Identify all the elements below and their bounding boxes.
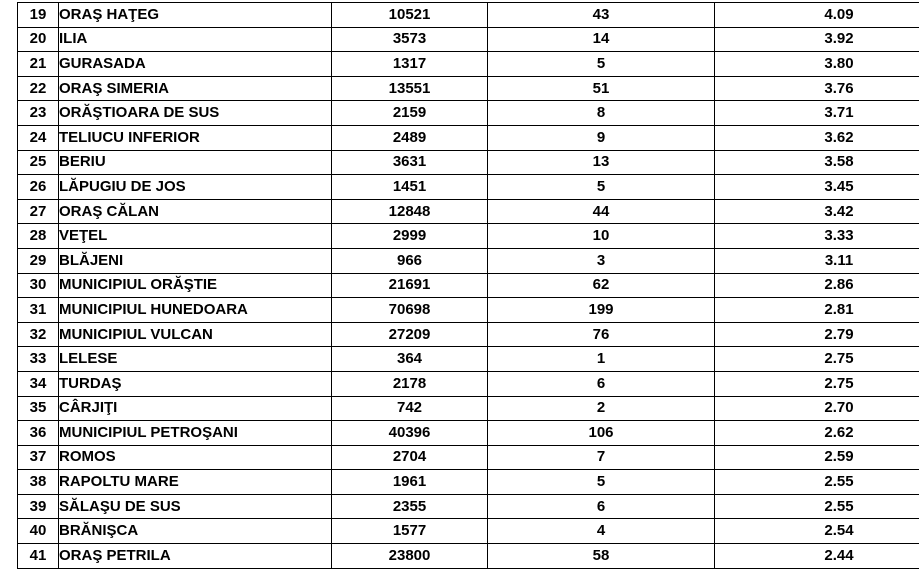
row-index-cell: 25	[18, 150, 59, 175]
table-row	[18, 396, 919, 421]
population-cell: 2999	[332, 224, 488, 249]
table-row	[18, 445, 919, 470]
table-row	[18, 3, 919, 28]
row-index-cell: 26	[18, 175, 59, 200]
table-row	[18, 371, 919, 396]
row-index-cell: 23	[18, 101, 59, 126]
table-body	[18, 3, 919, 569]
locality-name-cell: ORAŞ PETRILA	[59, 544, 332, 569]
table-row	[18, 199, 919, 224]
count-cell: 1	[488, 347, 715, 372]
row-index-cell: 28	[18, 224, 59, 249]
rate-cell: 2.54	[715, 519, 919, 544]
locality-name-cell: MUNICIPIUL ORĂŞTIE	[59, 273, 332, 298]
rate-cell: 3.58	[715, 150, 919, 175]
population-cell: 2489	[332, 125, 488, 150]
locality-name-cell: RAPOLTU MARE	[59, 470, 332, 495]
population-cell: 1451	[332, 175, 488, 200]
table-row	[18, 544, 919, 569]
table-row	[18, 322, 919, 347]
rate-cell: 2.59	[715, 445, 919, 470]
count-cell: 199	[488, 298, 715, 323]
locality-name-cell: LĂPUGIU DE JOS	[59, 175, 332, 200]
locality-name-cell: MUNICIPIUL PETROŞANI	[59, 421, 332, 446]
row-index-cell: 29	[18, 248, 59, 273]
table-row	[18, 125, 919, 150]
locality-name-cell: ROMOS	[59, 445, 332, 470]
locality-name-cell: GURASADA	[59, 52, 332, 77]
locality-name-cell: MUNICIPIUL HUNEDOARA	[59, 298, 332, 323]
count-cell: 44	[488, 199, 715, 224]
localities-table	[17, 2, 919, 569]
row-index-cell: 20	[18, 27, 59, 52]
row-index-cell: 31	[18, 298, 59, 323]
row-index-cell: 39	[18, 494, 59, 519]
population-cell: 1317	[332, 52, 488, 77]
rate-cell: 3.92	[715, 27, 919, 52]
population-cell: 742	[332, 396, 488, 421]
count-cell: 76	[488, 322, 715, 347]
table-row	[18, 52, 919, 77]
rate-cell: 2.70	[715, 396, 919, 421]
locality-name-cell: TELIUCU INFERIOR	[59, 125, 332, 150]
locality-name-cell: VEŢEL	[59, 224, 332, 249]
rate-cell: 3.80	[715, 52, 919, 77]
row-index-cell: 37	[18, 445, 59, 470]
population-cell: 966	[332, 248, 488, 273]
population-cell: 2178	[332, 371, 488, 396]
count-cell: 10	[488, 224, 715, 249]
population-cell: 40396	[332, 421, 488, 446]
population-cell: 10521	[332, 3, 488, 28]
table-row	[18, 494, 919, 519]
row-index-cell: 36	[18, 421, 59, 446]
table-row	[18, 470, 919, 495]
locality-name-cell: LELESE	[59, 347, 332, 372]
population-cell: 27209	[332, 322, 488, 347]
row-index-cell: 27	[18, 199, 59, 224]
rate-cell: 4.09	[715, 3, 919, 28]
table-row	[18, 248, 919, 273]
population-cell: 21691	[332, 273, 488, 298]
rate-cell: 3.45	[715, 175, 919, 200]
row-index-cell: 33	[18, 347, 59, 372]
population-cell: 13551	[332, 76, 488, 101]
count-cell: 9	[488, 125, 715, 150]
locality-name-cell: SĂLAŞU DE SUS	[59, 494, 332, 519]
row-index-cell: 21	[18, 52, 59, 77]
rate-cell: 2.86	[715, 273, 919, 298]
rate-cell: 2.75	[715, 371, 919, 396]
count-cell: 5	[488, 52, 715, 77]
count-cell: 7	[488, 445, 715, 470]
rate-cell: 2.62	[715, 421, 919, 446]
count-cell: 4	[488, 519, 715, 544]
table-row	[18, 273, 919, 298]
rate-cell: 2.79	[715, 322, 919, 347]
rate-cell: 3.71	[715, 101, 919, 126]
count-cell: 14	[488, 27, 715, 52]
locality-name-cell: ORAŞ HAŢEG	[59, 3, 332, 28]
count-cell: 62	[488, 273, 715, 298]
table-row	[18, 519, 919, 544]
row-index-cell: 35	[18, 396, 59, 421]
table-row	[18, 150, 919, 175]
locality-name-cell: BERIU	[59, 150, 332, 175]
table-row	[18, 298, 919, 323]
rate-cell: 3.42	[715, 199, 919, 224]
locality-name-cell: BRĂNIŞCA	[59, 519, 332, 544]
row-index-cell: 22	[18, 76, 59, 101]
count-cell: 5	[488, 175, 715, 200]
locality-name-cell: TURDAŞ	[59, 371, 332, 396]
population-cell: 3631	[332, 150, 488, 175]
population-cell: 2159	[332, 101, 488, 126]
locality-name-cell: BLĂJENI	[59, 248, 332, 273]
locality-name-cell: ORAŞ SIMERIA	[59, 76, 332, 101]
rate-cell: 3.76	[715, 76, 919, 101]
row-index-cell: 24	[18, 125, 59, 150]
row-index-cell: 41	[18, 544, 59, 569]
count-cell: 106	[488, 421, 715, 446]
count-cell: 6	[488, 494, 715, 519]
rate-cell: 3.62	[715, 125, 919, 150]
population-cell: 1577	[332, 519, 488, 544]
locality-name-cell: ORAŞ CĂLAN	[59, 199, 332, 224]
row-index-cell: 34	[18, 371, 59, 396]
count-cell: 13	[488, 150, 715, 175]
locality-name-cell: MUNICIPIUL VULCAN	[59, 322, 332, 347]
table-row	[18, 175, 919, 200]
rate-cell: 3.33	[715, 224, 919, 249]
row-index-cell: 32	[18, 322, 59, 347]
population-cell: 2355	[332, 494, 488, 519]
count-cell: 8	[488, 101, 715, 126]
row-index-cell: 30	[18, 273, 59, 298]
table-row	[18, 76, 919, 101]
table-row	[18, 347, 919, 372]
rate-cell: 2.75	[715, 347, 919, 372]
locality-name-cell: CÂRJIŢI	[59, 396, 332, 421]
population-cell: 3573	[332, 27, 488, 52]
locality-name-cell: ORĂŞTIOARA DE SUS	[59, 101, 332, 126]
population-cell: 364	[332, 347, 488, 372]
table-row	[18, 27, 919, 52]
population-cell: 12848	[332, 199, 488, 224]
row-index-cell: 19	[18, 3, 59, 28]
locality-name-cell: ILIA	[59, 27, 332, 52]
table-row	[18, 224, 919, 249]
count-cell: 51	[488, 76, 715, 101]
table-row	[18, 421, 919, 446]
count-cell: 58	[488, 544, 715, 569]
row-index-cell: 40	[18, 519, 59, 544]
count-cell: 6	[488, 371, 715, 396]
rate-cell: 2.44	[715, 544, 919, 569]
population-cell: 23800	[332, 544, 488, 569]
population-cell: 70698	[332, 298, 488, 323]
count-cell: 43	[488, 3, 715, 28]
population-cell: 2704	[332, 445, 488, 470]
rate-cell: 3.11	[715, 248, 919, 273]
count-cell: 5	[488, 470, 715, 495]
table-row	[18, 101, 919, 126]
count-cell: 3	[488, 248, 715, 273]
count-cell: 2	[488, 396, 715, 421]
rate-cell: 2.55	[715, 470, 919, 495]
population-cell: 1961	[332, 470, 488, 495]
rate-cell: 2.81	[715, 298, 919, 323]
rate-cell: 2.55	[715, 494, 919, 519]
row-index-cell: 38	[18, 470, 59, 495]
